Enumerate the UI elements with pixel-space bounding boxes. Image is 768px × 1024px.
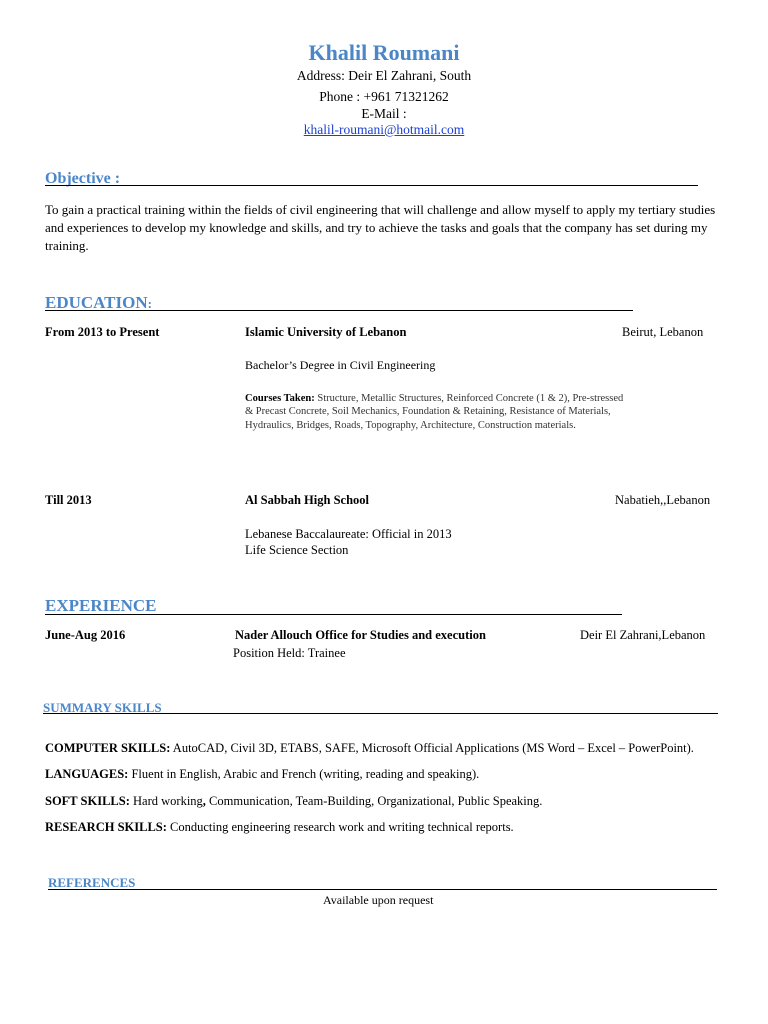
experience-position: Position Held: Trainee: [233, 646, 346, 660]
education-institution: Al Sabbah High School: [245, 493, 370, 507]
references-divider: [48, 889, 717, 890]
computer-skills: [45, 741, 694, 756]
skill-text: Hard working: [129, 794, 203, 808]
objective-text: To gain a practical training within the fields of civil engineering that will challenge and allow myself to apply my tertiary studies and experiences to develop my knowledge and skills, and try to achieve the tasks and goals that the company has set during my training.: [45, 202, 716, 253]
phone-line: Phone : +961 71321262: [319, 89, 449, 104]
soft-skills: [45, 794, 542, 809]
education-period: From 2013 to Present: [45, 325, 160, 339]
experience-company: Nader Allouch Office for Studies and execution: [235, 628, 486, 642]
address-line: Address: Deir El Zahrani, South: [296, 68, 472, 83]
research-skills: [45, 820, 514, 835]
skill-comma: ,: [202, 794, 206, 808]
education-divider: [45, 310, 633, 311]
education-institution: Islamic University of Lebanon: [245, 325, 407, 339]
languages: [45, 767, 479, 782]
skills-heading: SUMMARY SKILLS: [43, 700, 162, 715]
education-detail: Life Science Section: [245, 543, 349, 557]
objective-divider: [45, 185, 698, 186]
skill-label: COMPUTER SKILLS:: [45, 741, 171, 755]
skill-text: AutoCAD, Civil 3D, ETABS, SAFE, Microsoft Official Applications (MS Word – Excel – PowerPoint).: [170, 741, 694, 755]
email-label: E-Mail :: [361, 106, 407, 121]
skill-text: Fluent in English, Arabic and French (writing, reading and speaking).: [128, 767, 480, 781]
education-location: Beirut, Lebanon: [622, 325, 704, 339]
skill-label: LANGUAGES:: [45, 767, 129, 781]
courses-taken: [245, 392, 625, 432]
skill-text: Communication, Team-Building, Organizational, Public Speaking.: [205, 794, 543, 808]
education-degree: Bachelor’s Degree in Civil Engineering: [245, 358, 436, 372]
experience-location: Deir El Zahrani,Lebanon: [580, 628, 706, 642]
candidate-name: Khalil Roumani: [308, 40, 460, 65]
email-link[interactable]: khalil-roumani@hotmail.com: [303, 122, 465, 137]
education-location: Nabatieh,,Lebanon: [615, 493, 711, 507]
courses-label: Courses Taken:: [245, 393, 315, 404]
skills-divider: [43, 713, 718, 714]
skill-text: Conducting engineering research work and writing technical reports.: [166, 820, 514, 834]
courses-list: Structure, Metallic Structures, Reinforced Concrete (1 & 2), Pre-stressed & Precast Concrete, Soil Mechanics, Foundation & Retaining, Resistance of Materials, Hydraulics, Bridges, Roads, Topography, Architecture, Construction materials.: [245, 393, 624, 431]
experience-divider: [45, 614, 622, 615]
experience-period: June-Aug 2016: [45, 628, 126, 642]
education-period: Till 2013: [45, 493, 92, 507]
skill-label: RESEARCH SKILLS:: [45, 820, 167, 834]
skill-label: SOFT SKILLS:: [45, 794, 130, 808]
education-detail: Lebanese Baccalaureate: Official in 2013: [245, 527, 452, 541]
references-heading: REFERENCES: [48, 875, 136, 890]
objective-heading: Objective :: [45, 170, 121, 187]
references-text: Available upon request: [323, 893, 434, 907]
experience-heading: EXPERIENCE: [45, 596, 157, 615]
education-heading: EDUCATION:: [45, 293, 152, 312]
